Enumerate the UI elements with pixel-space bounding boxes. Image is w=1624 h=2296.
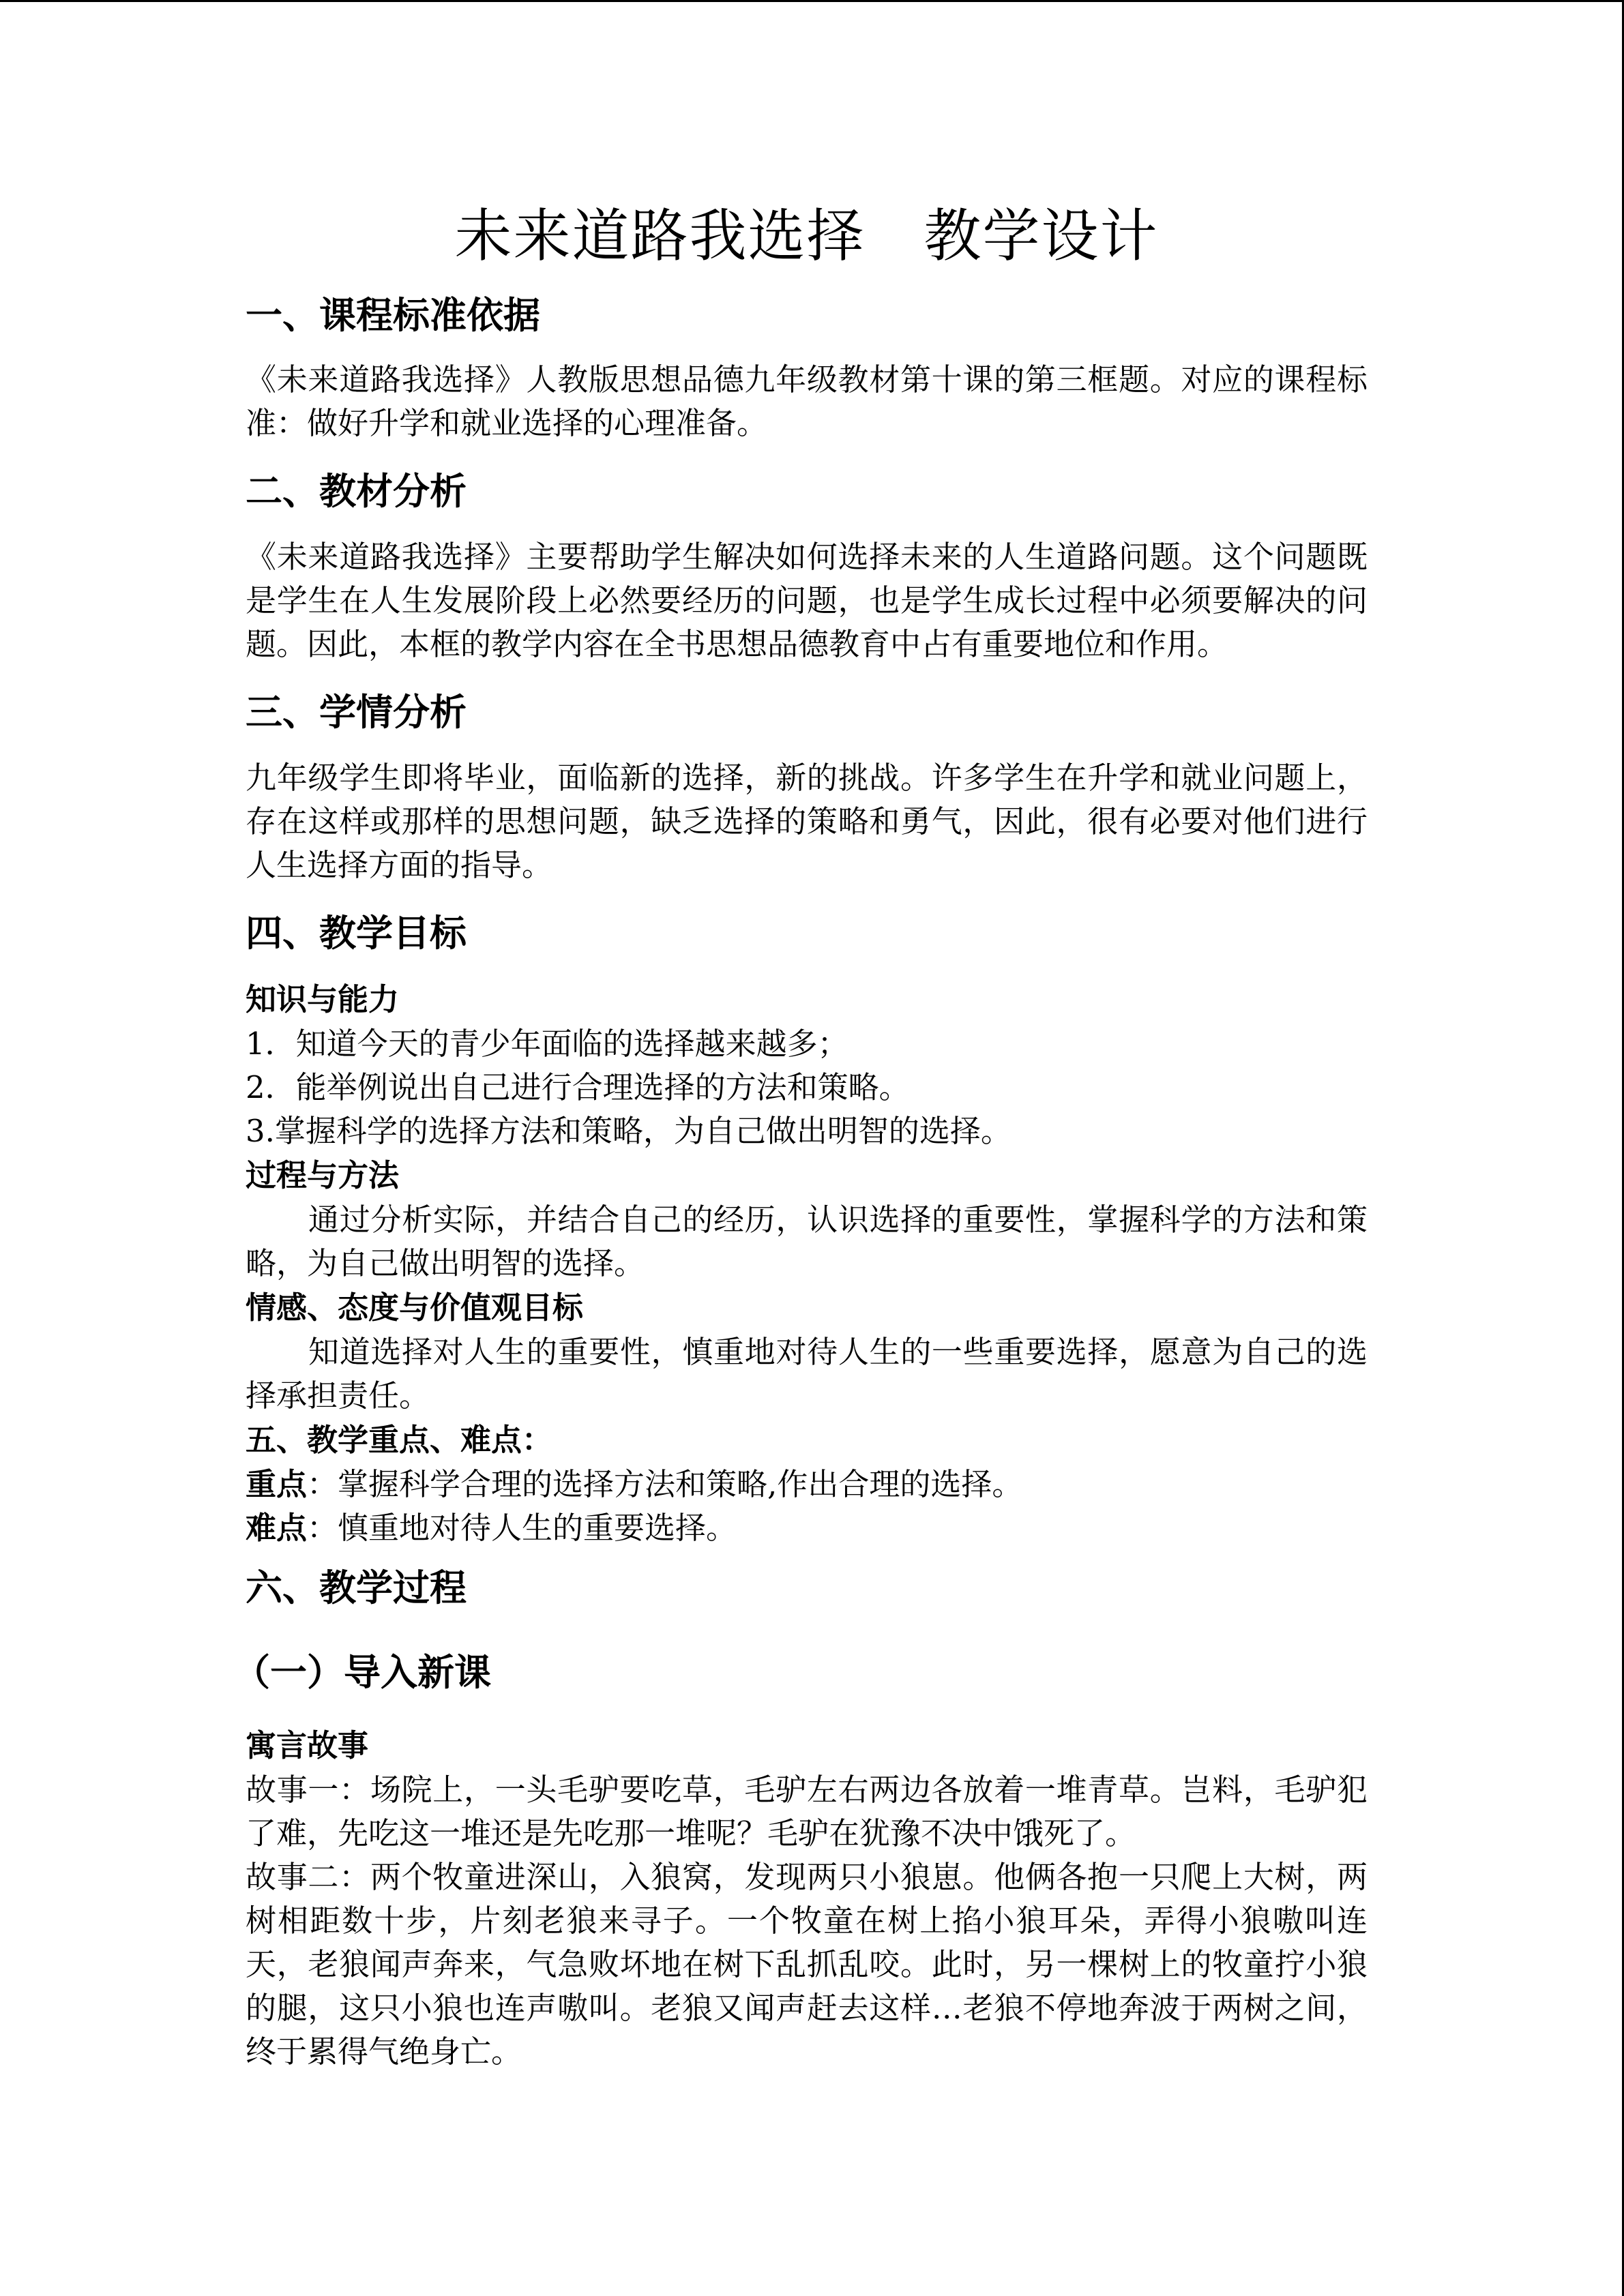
section-heading-textbook-analysis: 二、教材分析 — [246, 470, 467, 513]
subheading-fable-stories: 寓言故事 — [246, 1727, 369, 1763]
section-heading-key-difficult-points: 五、教学重点、难点： — [246, 1422, 553, 1458]
subheading-process-method: 过程与方法 — [246, 1157, 400, 1193]
subheading-introduce-lesson: （一）导入新课 — [233, 1651, 491, 1694]
subheading-knowledge-ability: 知识与能力 — [246, 981, 400, 1017]
emotion-values-body: 知道选择对人生的重要性，慎重地对待人生的一些重要选择，愿意为自己的选择承担责任。 — [246, 1334, 1368, 1414]
difficult-point-line — [246, 1506, 1368, 1550]
document-title: 未来道路我选择 教学设计 — [454, 203, 1159, 269]
story-two: 故事二：两个牧童进深山，入狼窝，发现两只小狼崽。他俩各抱一只爬上大树，两树相距数十步，片刻老狼来寻子。一个牧童在树上掐小狼耳朵，弄得小狼嗷叫连天，老狼闻声奔来，气急败坏地在树下乱抓乱咬。此时，另一棵树上的牧童拧小狼的腿，这只小狼也连声嗷叫。老狼又闻声赶去这样…老狼不停地奔波于两树之间，终于累得气绝身亡。 — [246, 1859, 1368, 2070]
key-point-line — [246, 1463, 1368, 1506]
section-heading-student-analysis: 三、学情分析 — [246, 691, 467, 734]
objective-item-2: 2．能举例说出自己进行合理选择的方法和策略。 — [246, 1069, 910, 1105]
objective-item-1: 1．知道今天的青少年面临的选择越来越多； — [246, 1026, 848, 1062]
section-body-curriculum-standard: 《未来道路我选择》人教版思想品德九年级教材第十课的第三框题。对应的课程标准：做好升学和就业选择的心理准备。 — [246, 361, 1368, 441]
story-one: 故事一：场院上，一头毛驴要吃草，毛驴左右两边各放着一堆青草。岂料，毛驴犯了难，先吃这一堆还是先吃那一堆呢？毛驴在犹豫不决中饿死了。 — [246, 1772, 1368, 1851]
section-heading-teaching-process: 六、教学过程 — [246, 1566, 467, 1609]
section-body-student-analysis: 九年级学生即将毕业，面临新的选择，新的挑战。许多学生在升学和就业问题上，存在这样或那样的思想问题，缺乏选择的策略和勇气，因此，很有必要对他们进行人生选择方面的指导。 — [246, 760, 1368, 883]
difficult-point-text: ：慎重地对待人生的重要选择。 — [307, 1510, 737, 1546]
difficult-point-label: 难点 — [246, 1510, 308, 1546]
section-heading-curriculum-standard: 一、课程标准依据 — [246, 294, 540, 337]
subheading-emotion-values: 情感、态度与价值观目标 — [246, 1289, 584, 1326]
section-body-textbook-analysis: 《未来道路我选择》主要帮助学生解决如何选择未来的人生道路问题。这个问题既是学生在人生发展阶段上必然要经历的问题，也是学生成长过程中必须要解决的问题。因此，本框的教学内容在全书思想品德教育中占有重要地位和作用。 — [246, 539, 1368, 662]
section-heading-teaching-objectives: 四、教学目标 — [246, 912, 467, 955]
process-method-body: 通过分析实际，并结合自己的经历，认识选择的重要性，掌握科学的方法和策略，为自己做出明智的选择。 — [246, 1202, 1368, 1281]
document-content — [233, 198, 1368, 2074]
key-point-text: ：掌握科学合理的选择方法和策略,作出合理的选择。 — [307, 1466, 1023, 1502]
key-point-label: 重点 — [246, 1466, 308, 1502]
objective-item-3: 3.掌握科学的选择方法和策略，为自己做出明智的选择。 — [246, 1113, 1012, 1149]
